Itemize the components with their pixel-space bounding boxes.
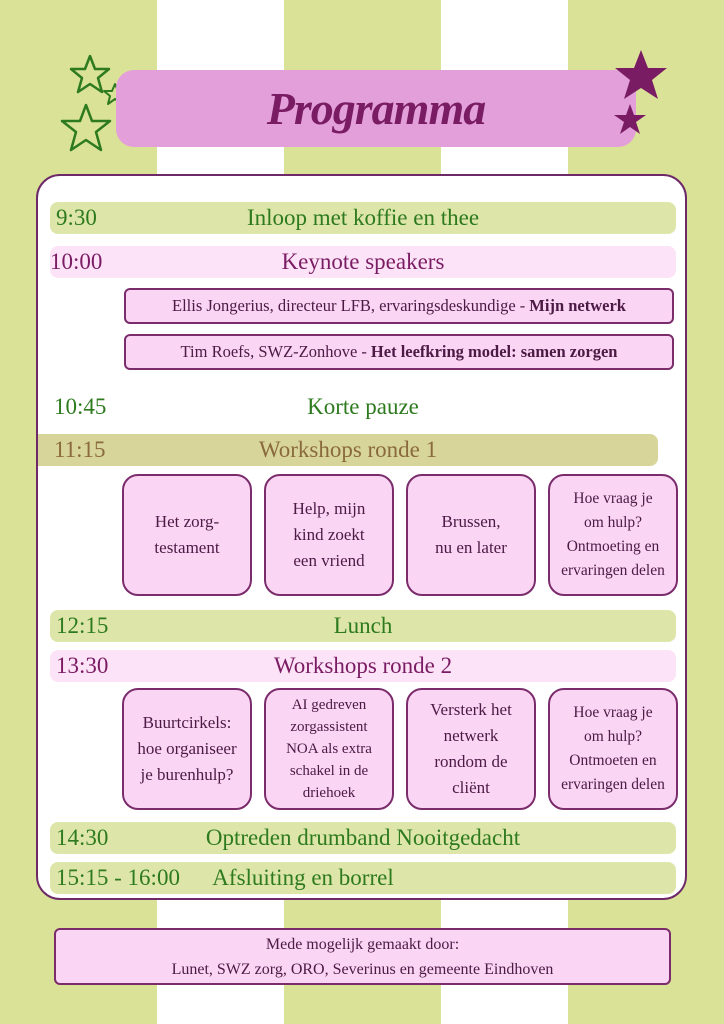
activity-label: Optreden drumband Nooitgedacht <box>205 825 521 850</box>
activity-label: Workshops ronde 2 <box>273 653 453 678</box>
program-card <box>36 174 687 900</box>
page-title: Programma <box>266 83 486 134</box>
sponsors-heading: Mede mogelijk gemaakt door: <box>265 935 460 953</box>
activity-label: Keynote speakers <box>281 249 445 274</box>
speaker-box <box>124 334 674 370</box>
activity-label: Inloop met koffie en thee <box>246 205 480 230</box>
workshop-box: Help, mijn kind zoekt een vriend <box>264 474 394 596</box>
activity-label: Workshops ronde 1 <box>258 437 438 462</box>
time: 14:30 <box>56 825 109 850</box>
workshop-box: Brussen, nu en later <box>406 474 536 596</box>
activity-label: Afsluiting en borrel <box>212 865 394 890</box>
workshop-box: AI gedreven zorgassistent NOA als extra schakel in de driehoek <box>264 688 394 810</box>
workshop-box: Hoe vraag je om hulp? Ontmoeten en ervaringen delen <box>548 688 678 810</box>
star-filled-icon <box>612 48 670 102</box>
time: 10:45 <box>54 394 107 419</box>
workshop-box: Het zorg- testament <box>122 474 252 596</box>
schedule-row-lunch <box>50 610 676 642</box>
activity-label: Lunch <box>333 613 393 638</box>
speaker-text: Tim Roefs, SWZ-Zonhove - <box>180 342 367 361</box>
sponsors-box <box>54 928 671 985</box>
speaker-title: Het leefkring model: samen zorgen <box>370 342 618 361</box>
star-filled-icon <box>612 102 648 136</box>
schedule-row-ronde2 <box>50 650 676 682</box>
schedule-row-inloop <box>50 202 676 234</box>
schedule-row-ronde1 <box>38 434 658 466</box>
sponsors-list: Lunet, SWZ zorg, ORO, Severinus en gemeente Eindhoven <box>171 960 554 978</box>
time: 12:15 <box>56 613 109 638</box>
activity-label: Korte pauze <box>307 394 419 419</box>
title-banner <box>116 70 636 147</box>
schedule-row-afsluiting <box>50 862 676 894</box>
speaker-title: Mijn netwerk <box>529 296 626 315</box>
speaker-text: Ellis Jongerius, directeur LFB, ervaringsdeskundige - <box>171 296 526 315</box>
star-outline-icon <box>58 102 114 154</box>
time: 11:15 <box>54 437 106 462</box>
workshop-box: Buurtcirkels: hoe organiseer je burenhulp? <box>122 688 252 810</box>
time: 15:15 - 16:00 <box>56 865 180 890</box>
workshop-box: Hoe vraag je om hulp? Ontmoeting en ervaringen delen <box>548 474 678 596</box>
schedule-row-drumband <box>50 822 676 854</box>
time: 9:30 <box>56 205 97 230</box>
speaker-box <box>124 288 674 324</box>
schedule-row-keynote <box>50 246 676 278</box>
schedule-row-pauze <box>50 391 676 423</box>
time: 10:00 <box>50 249 103 274</box>
workshop-box: Versterk het netwerk rondom de cliënt <box>406 688 536 810</box>
time: 13:30 <box>56 653 109 678</box>
